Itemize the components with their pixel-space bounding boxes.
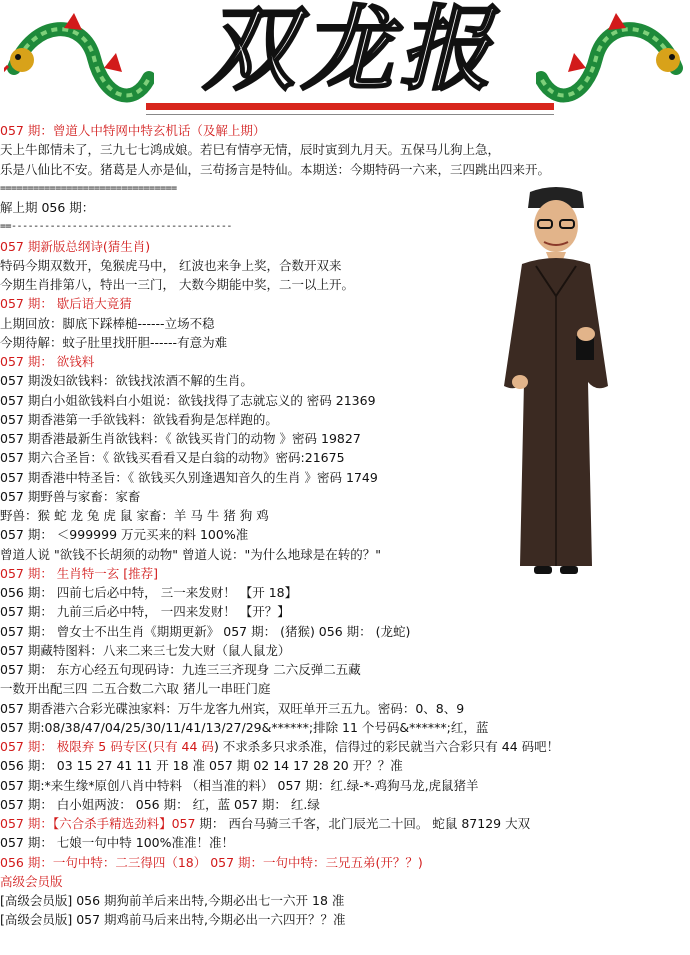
article-line: 今期待解：蚊子肚里找肝胆------有意为难 xyxy=(0,334,228,350)
article-line: 057 期新版总纲诗(猜生肖) xyxy=(0,238,151,254)
article-line: 056 期： 四前七后必中特， 三一来发财！ 【开 18】 xyxy=(0,585,298,600)
article-line: 057 期： 生肖特一玄 [推荐] xyxy=(0,565,159,581)
article-line: 057 期： 七娘一句中特 100%准准！准！ xyxy=(0,835,235,851)
article-line: 今期生肖排第八，特出一三门， 大数今期能中奖，二一以上开。 xyxy=(0,277,354,292)
article-line: 057 期： 欲钱料 xyxy=(0,354,95,369)
article-line: 057 期： 九前三后必中特， 一四来发财！ 【开？】 xyxy=(0,604,290,620)
article-line: 057 期白小姐欲钱料白小姐说：欲钱找得了志就忘义的 密码 21369 xyxy=(0,392,376,408)
dragon-left-icon xyxy=(4,8,154,118)
article-line: ==---------------------------------------- xyxy=(0,221,232,233)
article-line: 野兽：猴 蛇 龙 兔 虎 鼠 家畜：羊 马 牛 猪 狗 鸡 xyxy=(0,508,269,523)
man-portrait-icon xyxy=(500,186,612,578)
article-line: 一数开出配三四 二五合数二六取 猪儿一串旺门庭 xyxy=(0,681,271,697)
masthead-banner xyxy=(0,0,690,122)
article-line: 解上期 056 期： xyxy=(0,200,95,215)
article-line: 057 期：曾道人中特网中特玄机话（及解上期） xyxy=(0,123,266,138)
article-line: 057 期香港中特圣旨：《 欲钱买久别逢遇知音久的生肖 》密码 1749 xyxy=(0,469,378,485)
dragon-right-icon xyxy=(536,8,686,118)
article-line: 057 期： 东方心经五句现码诗：九连三三齐现身 二六反弹二五藏 xyxy=(0,662,361,677)
article-line: 057 期香港六合彩光碟浊家料：万牛龙客九州宾，双旺单开三五九。密码：0、8、9 xyxy=(0,700,465,716)
article-line: 高级会员版 xyxy=(0,873,63,889)
article-line: 上期回放：脚底下踩棒槌------立场不稳 xyxy=(0,315,215,331)
article-line: 057 期:*来生缘*原创八肖中特料 （相当准的料） 057 期：红.绿-*-鸡狗马龙,虎鼠猪羊 xyxy=(0,777,479,793)
masthead-rule xyxy=(146,114,554,115)
article-line: 曾道人说 "欲钱不长胡须的动物" 曾道人说："为什么地球是在转的？" xyxy=(0,546,381,562)
article-line: 057 期： ＜999999 万元买来的料 100%准 xyxy=(0,527,249,543)
article-line: 特码今期双数开，兔猴虎马中， 红波也来争上奖，合数开双来 xyxy=(0,257,342,273)
article-line: 057 期野兽与家畜：家畜 xyxy=(0,488,141,504)
article-line: 057 期藏特图料：八来二来三七发大财（鼠人鼠龙） xyxy=(0,642,291,658)
article-line: ================================ xyxy=(0,182,177,194)
article-line: 057 期香港第一手欲钱料：欲钱看狗是怎样跑的。 xyxy=(0,411,278,427)
article-line: 057 期香港最新生肖欲钱料：《 欲钱买肯门的动物 》密码 19827 xyxy=(0,431,361,446)
article-line: 056 期：一句中特：二三得四（18） 057 期：一句中特：三兄五弟(开？？) xyxy=(0,854,423,870)
article-line: 乐是八仙比不安。猪葛是人亦是仙，三苟扬言是特仙。本期送：今期特码一六来，三四跳出四来开。 xyxy=(0,161,551,177)
article-line: 057 期：【六合杀手精选劲料】057 期： 西台马骑三千客，北门辰光二十回。 蛇鼠 87129 大双 xyxy=(0,816,531,831)
article-line: 057 期泼妇欲钱料：欲钱找浓酒不解的生肖。 xyxy=(0,373,253,389)
masthead-red-bar xyxy=(146,103,554,110)
article-line: 天上牛郎情未了，三九七七鸿成娘。若巳有情亭无情，辰时寅到九月天。五保马儿狗上急， xyxy=(0,142,501,158)
article-line: 057 期六合圣旨：《 欲钱买看看又是白翁的动物》密码:21675 xyxy=(0,450,345,466)
article-line: 057 期： 极限弃 5 码专区(只有 44 码) 不求杀多只求杀准，信得过的彩民就当六合彩只有 44 码吧！ xyxy=(0,739,560,754)
article-line: [高级会员版] 056 期狗前羊后来出特,今期必出七一六开 18 准 xyxy=(0,893,345,908)
article-line: 057 期： 白小姐两波： 056 期： 红，蓝 057 期： 红.绿 xyxy=(0,796,320,812)
article-line: 057 期:08/38/47/04/25/30/11/41/13/27/29&******;排除 11 个号码&******;红，蓝 xyxy=(0,719,489,735)
masthead-title: 双龙报 xyxy=(202,0,497,103)
article-line: 057 期： 曾女士不出生肖《期期更新》 057 期： (猪猴) 056 期： (龙蛇) xyxy=(0,623,411,639)
article-line: [高级会员版] 057 期鸡前马后来出特,今期必出一六四开？？准 xyxy=(0,912,346,928)
article-line: 056 期： 03 15 27 41 11 开 18 准 057 期 02 14 17 28 20 开？？准 xyxy=(0,758,403,774)
article-line: 057 期： 歇后语大竟猜 xyxy=(0,296,132,312)
